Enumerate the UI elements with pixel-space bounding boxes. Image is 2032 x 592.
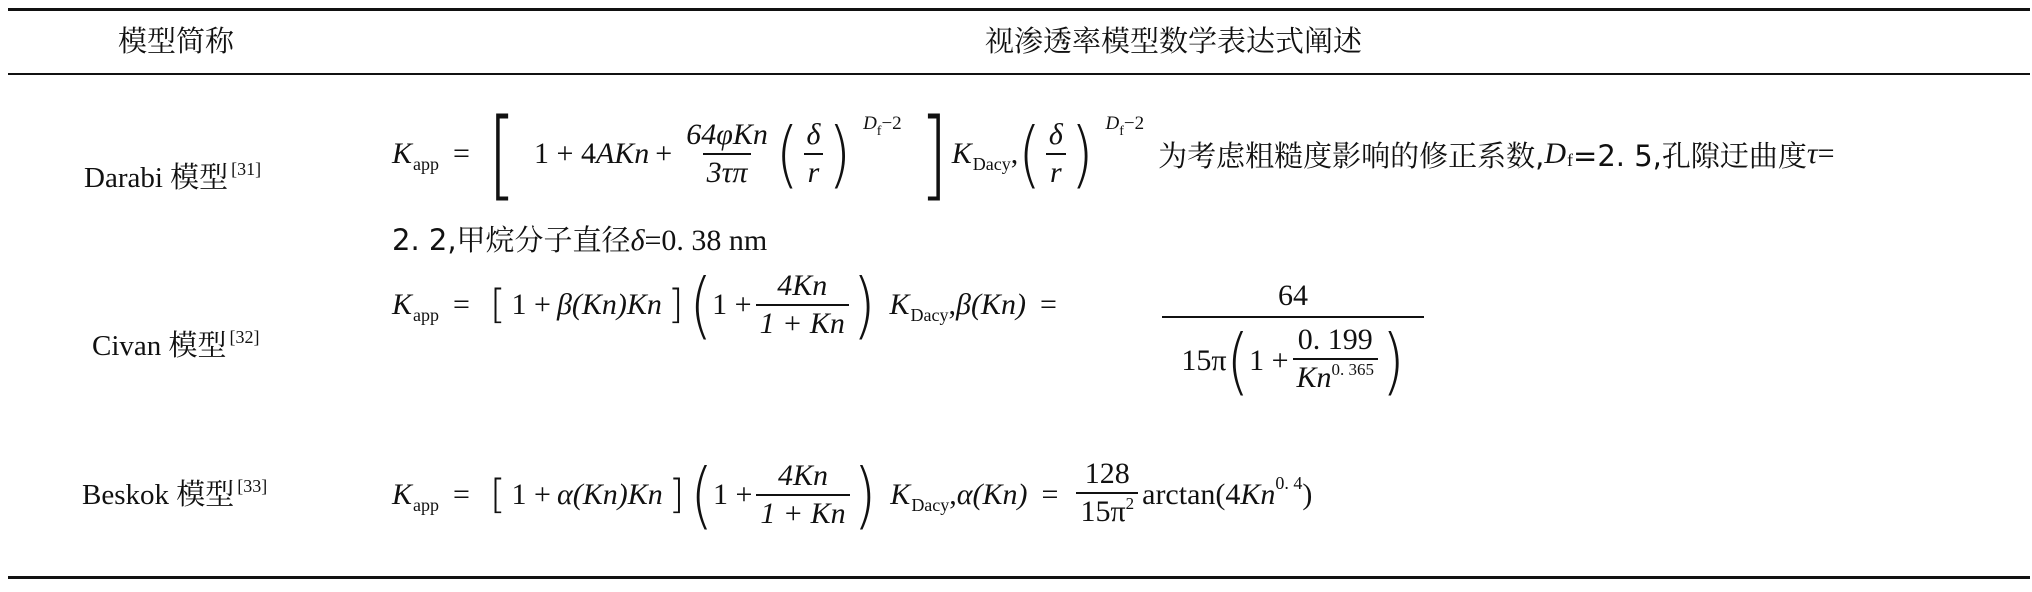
den-15pi: 15π	[1080, 495, 1126, 528]
inner-kn: Kn	[1296, 361, 1332, 394]
beta-symbol: β	[556, 288, 572, 321]
inner-exp: 0. 365	[1331, 360, 1375, 379]
exponent-2	[1105, 113, 1145, 139]
darabi-continuation	[392, 218, 767, 259]
plus-sign: +	[655, 137, 673, 170]
left-square-bracket: [	[489, 472, 506, 518]
fraction-4kn	[756, 458, 849, 532]
term-text: 1 + 4	[534, 137, 596, 170]
right-paren: )	[1382, 318, 1405, 404]
term-akn: AKn	[595, 137, 650, 170]
fraction-numerator: 4Kn	[777, 269, 828, 302]
description-text: 为考虑粗糙度影响的修正系数,	[1158, 138, 1545, 173]
inner-denominator	[1293, 358, 1379, 400]
den-15pi: 15π	[1181, 344, 1227, 377]
exp-sub: f	[876, 124, 882, 139]
right-square-bracket: ]	[667, 282, 684, 328]
left-paren: (	[1226, 318, 1250, 404]
close-paren: )	[1302, 478, 1313, 511]
right-paren: )	[853, 452, 877, 538]
fraction-denominator	[1076, 492, 1138, 534]
k-symbol: K	[392, 137, 413, 170]
equals-sign: =	[453, 478, 470, 511]
fraction-128	[1076, 456, 1138, 534]
big-numerator: 64	[1278, 279, 1308, 312]
k-dacy-sub: Dacy	[911, 494, 950, 515]
fraction-denominator: r	[1046, 153, 1066, 191]
k-dacy-sub: Dacy	[972, 153, 1011, 174]
equals-sign: =	[453, 137, 470, 170]
model-name-text: Darabi 模型	[84, 162, 229, 194]
big-denominator	[1162, 316, 1424, 404]
delta-value: =0. 38 nm	[644, 224, 768, 257]
fraction-numerator: 4Kn	[778, 459, 829, 492]
term-text: 1 +	[712, 478, 753, 511]
left-paren: (	[690, 452, 713, 538]
term-text: 1 +	[712, 288, 752, 321]
equals-sign: =	[1817, 137, 1835, 170]
equals-sign: =	[1041, 478, 1059, 511]
header-model-name: 模型简称	[118, 26, 235, 58]
citation-ref: [32]	[229, 327, 260, 347]
fraction-4kn	[756, 268, 849, 342]
left-paren: (	[689, 262, 713, 348]
left-bracket: [	[487, 97, 517, 211]
df-symbol: D	[1544, 137, 1567, 170]
fraction-64phikn	[682, 117, 772, 191]
df-sub: f	[1567, 149, 1574, 170]
kn-exp: 0. 4	[1275, 472, 1303, 493]
beta-kn: β(Kn)	[956, 288, 1026, 321]
table-header-rule	[8, 73, 2030, 75]
darabi-formula	[392, 98, 1835, 210]
right-square-bracket: ]	[668, 472, 685, 518]
k-dacy: K	[951, 137, 972, 170]
row-beskok-name	[82, 475, 267, 518]
continuation-text: 2. 2,甲烷分子直径	[392, 223, 631, 257]
left-paren: (	[1018, 111, 1041, 197]
row-darabi-name	[84, 158, 261, 201]
left-paren: (	[775, 111, 799, 197]
k-symbol: K	[392, 478, 413, 511]
exp-sub: f	[1119, 124, 1124, 139]
equals-sign: =	[453, 288, 470, 321]
fraction-numerator: 128	[1084, 457, 1130, 490]
header-expression: 视渗透率模型数学表达式阐述	[985, 26, 1363, 58]
model-name-text: Beskok 模型	[82, 479, 235, 511]
table-top-rule	[8, 8, 2030, 11]
term-text: 1 +	[511, 288, 551, 321]
exp-d: D	[1105, 113, 1120, 134]
right-paren: )	[1070, 111, 1094, 197]
den-exp: 2	[1125, 494, 1135, 513]
citation-ref: [33]	[237, 476, 268, 496]
fraction-denominator: r	[804, 153, 824, 191]
equals-sign: =	[1039, 288, 1057, 321]
arctan-text: arctan(4	[1142, 478, 1241, 511]
row-civan-name	[92, 326, 260, 369]
citation-ref: [31]	[231, 159, 262, 179]
alpha-symbol: α	[556, 478, 573, 511]
inner-numerator: 0. 199	[1297, 323, 1373, 356]
delta-symbol: δ	[630, 224, 645, 257]
exp-tail: −2	[881, 113, 902, 134]
fraction-delta-r-2	[1045, 117, 1067, 191]
inner-fraction	[1293, 322, 1379, 400]
k-dacy-sub: Dacy	[910, 304, 949, 325]
k-subscript: app	[413, 304, 440, 325]
alpha-kn: α(Kn)	[956, 478, 1028, 511]
civan-big-fraction	[1162, 276, 1424, 404]
comma: ,	[1010, 137, 1019, 170]
right-paren: )	[828, 111, 852, 197]
term-text: 1 +	[511, 478, 551, 511]
tau-symbol: τ	[1806, 137, 1818, 170]
kn-term: (Kn)Kn	[572, 478, 663, 511]
k-subscript: app	[413, 153, 440, 174]
table-bottom-rule	[8, 576, 2030, 579]
exponent	[863, 113, 902, 139]
kn-term: (Kn)Kn	[571, 288, 662, 321]
fraction-denominator: 3τπ	[703, 153, 752, 191]
left-square-bracket: [	[489, 282, 506, 328]
k-symbol: K	[392, 288, 413, 321]
fraction-denominator: 1 + Kn	[756, 304, 849, 342]
civan-formula: K app = [ 1 + β (Kn)Kn ] ( 1 + $\frac{4Kn}{1 + Kn}$ ) K Dacy , β(Kn) =	[392, 262, 1057, 348]
term-text: 1 +	[1249, 344, 1289, 377]
fraction-delta-r	[802, 117, 824, 191]
k-dacy: K	[890, 478, 911, 511]
k-dacy: K	[889, 288, 910, 321]
exp-d: D	[863, 113, 877, 134]
exp-tail: −2	[1123, 113, 1145, 134]
right-bracket: ]	[919, 97, 948, 211]
right-paren: )	[852, 262, 876, 348]
fraction-numerator: δ	[806, 118, 821, 151]
k-subscript: app	[413, 494, 440, 515]
model-name-text: Civan 模型	[92, 330, 227, 362]
fraction-numerator: δ	[1048, 118, 1063, 151]
df-value-text: =2. 5,孔隙迂曲度	[1573, 138, 1807, 173]
beskok-formula: K app = [ 1 + α (Kn)Kn ] ( 1 + $\frac{4Kn}{1 + Kn}$ ) K Dacy , α(Kn) = $\frac{128}{15\pi^2}$ arctan(4 Kn 0. 4 )	[392, 452, 1313, 538]
fraction-numerator: 64φKn	[686, 118, 768, 151]
kn-symbol: Kn	[1240, 478, 1276, 511]
fraction-denominator: 1 + Kn	[756, 494, 849, 532]
